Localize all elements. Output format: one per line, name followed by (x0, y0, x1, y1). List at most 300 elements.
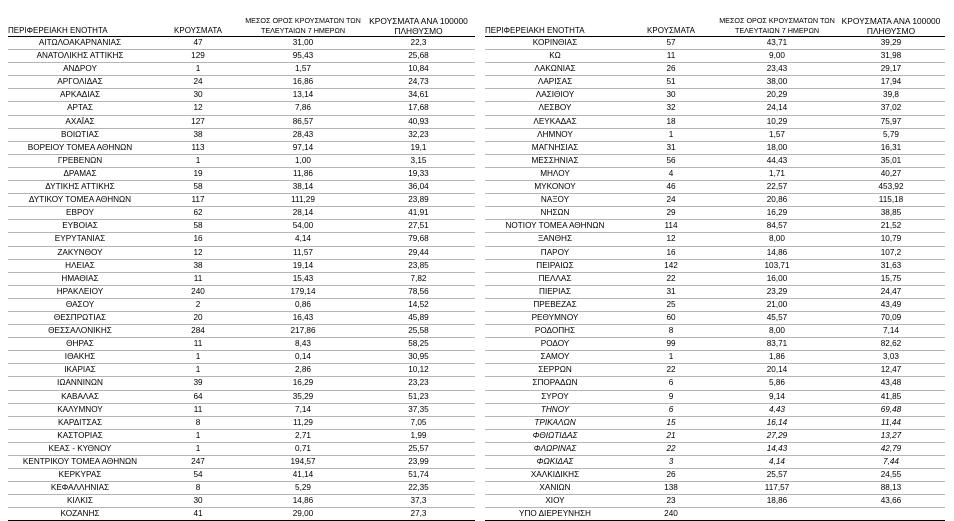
cell-per100k: 24,73 (408, 77, 429, 87)
cell-region: ΚΟΡΙΝΘΙΑΣ (532, 38, 578, 47)
cell-cases: 3 (668, 457, 674, 466)
cell-per100k: 14,52 (408, 299, 429, 309)
cell-avg7: 7,86 (295, 103, 311, 113)
cell-cases: 9 (668, 391, 674, 401)
cell-per100k: 35,01 (880, 155, 902, 165)
left-table-body (8, 37, 475, 521)
cell-cases: 24 (666, 195, 676, 205)
cell-per100k: 16,31 (880, 142, 902, 152)
cell-per100k: 41,91 (408, 208, 429, 218)
cell-region: ΠΡΕΒΕΖΑΣ (533, 299, 577, 309)
cell-per100k: 29,44 (408, 247, 429, 257)
cell-per100k: 7,14 (883, 326, 899, 336)
cell-per100k: 22,3 (410, 38, 427, 47)
cell-region: ΠΑΡΟΥ (540, 247, 570, 257)
cell-per100k: 30,95 (408, 352, 429, 362)
cell-region: ΧΙΟΥ (545, 496, 565, 506)
cell-avg7: 7,14 (295, 404, 311, 414)
cell-cases: 41 (193, 509, 203, 519)
cell-per100k: 15,75 (880, 273, 902, 283)
cell-avg7: 15,43 (292, 273, 314, 283)
cell-avg7: 95,43 (292, 51, 314, 61)
cell-avg7: 8,00 (769, 326, 785, 336)
cell-region: ΕΥΡΥΤΑΝΙΑΣ (54, 234, 106, 244)
left-header-row (8, 10, 475, 37)
cell-cases: 39 (193, 378, 203, 388)
left-table-section (8, 10, 475, 521)
table-row (485, 63, 945, 76)
header-per100k: ΚΡΟΥΣΜΑΤΑ ΑΝΑ 100000 ΠΛΗΘΥΣΜΟ (841, 16, 941, 36)
table-row (8, 220, 475, 233)
table-row (8, 364, 475, 377)
cell-cases: 47 (193, 38, 203, 47)
cell-region: ΚΕΝΤΡΙΚΟΥ ΤΟΜΕΑ ΑΘΗΝΩΝ (22, 457, 138, 466)
cell-avg7: 1,71 (769, 168, 785, 178)
table-row (8, 390, 475, 403)
cell-avg7: 117,57 (764, 483, 790, 493)
cell-region: ΙΘΑΚΗΣ (64, 352, 96, 362)
cell-cases: 8 (195, 483, 201, 493)
cell-cases: 16 (666, 247, 676, 257)
table-row (485, 351, 945, 364)
cell-region: ΗΛΕΙΑΣ (65, 260, 95, 270)
table-row (485, 285, 945, 298)
cell-per100k: 25,58 (408, 326, 429, 336)
cell-per100k: 45,89 (408, 312, 429, 322)
cell-region: ΦΩΚΙΔΑΣ (536, 457, 574, 466)
cell-avg7: 4,43 (769, 404, 785, 414)
cell-per100k (837, 508, 945, 521)
cell-avg7: 11,29 (293, 417, 313, 427)
cell-cases: 1 (195, 155, 201, 165)
table-row (485, 181, 945, 194)
cell-cases: 22 (666, 273, 676, 283)
cell-region: ΘΕΣΠΡΩΤΙΑΣ (53, 312, 107, 322)
cell-avg7 (717, 508, 837, 521)
table-row (8, 456, 475, 469)
table-row (8, 207, 475, 220)
cell-region: ΔΥΤΙΚΟΥ ΤΟΜΕΑ ΑΘΗΝΩΝ (28, 195, 132, 205)
cell-cases: 21 (666, 430, 676, 440)
header-avg7: ΜΕΣΟΣ ΟΡΟΣ ΚΡΟΥΣΜΑΤΩΝ ΤΩΝ ΤΕΛΕΥΤΑΙΩΝ 7 ΗΜΕΡΩΝ (719, 16, 835, 35)
cell-region: ΝΟΤΙΟΥ ΤΟΜΕΑ ΑΘΗΝΩΝ (505, 221, 605, 231)
cell-per100k: 27,51 (408, 221, 429, 231)
cell-cases: 22 (666, 443, 676, 453)
cell-per100k: 27,3 (410, 509, 427, 519)
cell-region: ΔΡΑΜΑΣ (63, 168, 97, 178)
table-row (485, 311, 945, 324)
cell-region: ΖΑΚΥΝΘΟΥ (57, 247, 103, 257)
cell-cases: 99 (666, 339, 676, 349)
cell-cases: 62 (193, 208, 203, 218)
cell-region: ΑΡΓΟΛΙΔΑΣ (57, 77, 103, 87)
cell-cases: 30 (193, 90, 203, 100)
cell-per100k: 40,93 (408, 116, 429, 126)
cell-cases: 240 (191, 286, 205, 296)
cell-avg7: 9,14 (769, 391, 785, 401)
cell-avg7: 18,00 (766, 142, 788, 152)
cell-cases: 30 (193, 496, 203, 506)
cell-avg7: 18,86 (766, 496, 788, 506)
table-row (8, 102, 475, 115)
cell-region: ΚΑΛΥΜΝΟΥ (57, 404, 103, 414)
cell-region: ΛΑΡΙΣΑΣ (537, 77, 573, 87)
table-row (8, 508, 475, 521)
table-row (485, 128, 945, 141)
cell-avg7: 13,14 (292, 90, 314, 100)
table-row (485, 442, 945, 455)
table-row (8, 128, 475, 141)
cell-cases: 12 (193, 247, 203, 257)
cell-region: ΜΕΣΣΗΝΙΑΣ (531, 155, 579, 165)
cell-per100k: 25,57 (408, 443, 429, 453)
cell-avg7: 27,29 (766, 430, 788, 440)
cell-per100k: 23,89 (408, 195, 429, 205)
table-row (485, 89, 945, 102)
cell-region: ΙΩΑΝΝΙΝΩΝ (57, 378, 103, 388)
cell-avg7: 45,57 (766, 312, 788, 322)
cell-per100k: 10,84 (408, 64, 429, 74)
table-row (485, 167, 945, 180)
cell-region: ΛΕΥΚΑΔΑΣ (533, 116, 577, 126)
cell-avg7: 38,00 (766, 77, 788, 87)
cell-per100k: 7,05 (410, 417, 427, 427)
cell-cases: 2 (195, 299, 201, 309)
cell-region: ΚΙΛΚΙΣ (66, 496, 93, 506)
cell-per100k: 70,09 (880, 312, 902, 322)
cell-region: ΠΕΙΡΑΙΩΣ (536, 260, 574, 270)
cell-per100k: 3,03 (883, 352, 899, 362)
cell-per100k: 107,2 (880, 247, 902, 257)
cell-region: ΑΝΑΤΟΛΙΚΗΣ ΑΤΤΙΚΗΣ (36, 51, 124, 61)
cell-avg7: 16,14 (766, 417, 788, 427)
table-row (8, 482, 475, 495)
cell-avg7: 43,71 (766, 38, 788, 47)
cell-per100k: 51,23 (408, 391, 429, 401)
cell-avg7: 16,29 (292, 378, 314, 388)
cell-avg7: 23,29 (766, 286, 788, 296)
table-row (485, 298, 945, 311)
cell-cases: 51 (666, 77, 676, 87)
cell-per100k: 453,92 (878, 182, 904, 192)
cell-cases: 38 (193, 129, 203, 139)
cell-cases: 1 (195, 365, 201, 375)
cell-cases: 113 (191, 142, 205, 152)
cell-per100k: 10,12 (408, 365, 429, 375)
cell-per100k: 13,27 (880, 430, 902, 440)
cell-region: ΚΕΡΚΥΡΑΣ (58, 470, 102, 480)
cell-per100k: 25,68 (408, 51, 429, 61)
cell-avg7: 29,00 (292, 509, 314, 519)
cell-per100k: 39,29 (880, 38, 902, 47)
cell-cases: 1 (195, 352, 201, 362)
cell-cases: 12 (666, 234, 676, 244)
cell-avg7: 0,71 (295, 443, 311, 453)
table-row (8, 403, 475, 416)
cell-avg7: 22,57 (766, 182, 788, 192)
cell-per100k: 5,79 (883, 129, 899, 139)
cell-cases: 19 (193, 168, 203, 178)
table-row (485, 482, 945, 495)
cell-avg7: 1,57 (295, 64, 311, 74)
cell-per100k: 37,3 (410, 496, 427, 506)
cell-cases: 24 (193, 77, 203, 87)
cell-cases: 142 (664, 260, 678, 270)
cell-region: ΚΟΖΑΝΗΣ (60, 509, 100, 519)
cell-per100k: 115,18 (878, 195, 904, 205)
table-row (485, 338, 945, 351)
cell-cases: 117 (191, 195, 205, 205)
table-row (8, 154, 475, 167)
cell-avg7: 86,57 (292, 116, 314, 126)
cell-cases: 64 (193, 391, 203, 401)
cell-cases: 29 (666, 208, 676, 218)
cell-per100k: 17,94 (880, 77, 902, 87)
cell-cases: 16 (193, 234, 203, 244)
cell-avg7: 83,71 (766, 339, 788, 349)
right-table-section (485, 10, 945, 521)
cell-per100k: 51,74 (408, 470, 429, 480)
cell-per100k: 58,25 (408, 339, 429, 349)
cell-region: ΒΟΙΩΤΙΑΣ (60, 129, 100, 139)
table-row (485, 50, 945, 63)
cell-cases: 1 (668, 129, 674, 139)
table-row (8, 246, 475, 259)
cell-cases: 57 (666, 38, 676, 47)
table-row (8, 272, 475, 285)
cell-avg7: 23,43 (766, 64, 788, 74)
cell-region: ΚΑΒΑΛΑΣ (61, 391, 99, 401)
cell-per100k: 36,04 (408, 182, 429, 192)
cell-cases: 138 (664, 483, 678, 493)
cell-per100k: 24,47 (880, 286, 902, 296)
cell-per100k: 7,82 (410, 273, 427, 283)
cell-region: ΚΕΦΑΛΛΗΝΙΑΣ (50, 483, 110, 493)
table-row (8, 37, 475, 50)
cell-region: ΜΥΚΟΝΟΥ (534, 182, 576, 192)
cell-avg7: 10,29 (766, 116, 788, 126)
cell-avg7: 97,14 (292, 142, 314, 152)
cell-per100k: 82,62 (880, 339, 902, 349)
cell-region: ΥΠΟ ΔΙΕΡΕΥΝΗΣΗ (519, 509, 591, 519)
cell-region: ΠΕΛΛΑΣ (538, 273, 572, 283)
cell-cases: 56 (666, 155, 676, 165)
table-row (485, 416, 945, 429)
cell-avg7: 1,57 (769, 129, 785, 139)
cell-per100k: 23,23 (408, 378, 429, 388)
cell-per100k: 43,48 (880, 378, 902, 388)
cell-cases: 4 (668, 168, 674, 178)
cell-cases: 32 (666, 103, 676, 113)
cell-avg7: 20,86 (766, 195, 788, 205)
cell-cases: 6 (668, 404, 674, 414)
cell-avg7: 84,57 (766, 221, 788, 231)
cell-region: ΔΥΤΙΚΗΣ ΑΤΤΙΚΗΣ (45, 182, 115, 192)
cell-per100k: 23,99 (408, 457, 429, 466)
cell-avg7: 24,14 (766, 103, 788, 113)
cell-cases: 284 (191, 326, 205, 336)
cell-cases: 60 (666, 312, 676, 322)
cell-region: ΓΡΕΒΕΝΩΝ (57, 155, 103, 165)
cell-per100k: 32,23 (408, 129, 429, 139)
table-row (485, 508, 945, 521)
cell-region: ΗΡΑΚΛΕΙΟΥ (56, 286, 104, 296)
table-row (8, 469, 475, 482)
cell-avg7: 31,00 (292, 38, 314, 47)
table-row (8, 416, 475, 429)
cell-avg7: 5,29 (295, 483, 311, 493)
cell-avg7: 16,29 (766, 208, 788, 218)
cell-avg7: 19,14 (292, 260, 314, 270)
table-row (485, 429, 945, 442)
table-row (485, 377, 945, 390)
cell-cases: 54 (193, 470, 203, 480)
right-header-row (485, 10, 945, 37)
cell-cases: 58 (193, 221, 203, 231)
table-row (485, 469, 945, 482)
cell-region: ΑΡΤΑΣ (67, 103, 93, 113)
cell-region: ΛΑΣΙΘΙΟΥ (535, 90, 575, 100)
table-row (8, 194, 475, 207)
cell-region: ΜΗΛΟΥ (540, 168, 570, 178)
cell-cases: 8 (195, 417, 201, 427)
table-row (8, 233, 475, 246)
table-row (485, 272, 945, 285)
table-row (8, 259, 475, 272)
cell-avg7: 16,43 (292, 312, 314, 322)
cell-per100k: 10,79 (880, 234, 902, 244)
cell-per100k: 43,66 (880, 496, 902, 506)
cell-cases: 22 (666, 365, 676, 375)
cell-per100k: 19,33 (408, 168, 429, 178)
cell-cases: 38 (193, 260, 203, 270)
cell-avg7: 44,43 (766, 155, 788, 165)
cell-cases: 129 (191, 51, 205, 61)
table-row (485, 233, 945, 246)
cell-cases: 31 (666, 142, 676, 152)
cell-per100k: 11,44 (881, 417, 901, 427)
table-row (8, 181, 475, 194)
cell-region: ΡΟΔΟΠΗΣ (534, 326, 576, 336)
cell-avg7: 9,00 (769, 51, 785, 61)
cell-cases: 18 (666, 116, 676, 126)
cell-cases: 8 (668, 326, 674, 336)
cell-avg7: 2,71 (295, 430, 311, 440)
right-cases-table (485, 10, 945, 521)
table-row (8, 89, 475, 102)
cell-per100k: 75,97 (880, 116, 902, 126)
cell-region: ΣΠΟΡΑΔΩΝ (532, 378, 578, 388)
table-row (485, 141, 945, 154)
cell-avg7: 54,00 (292, 221, 314, 231)
cell-per100k: 37,02 (880, 103, 902, 113)
table-row (8, 325, 475, 338)
cell-avg7: 28,43 (292, 129, 314, 139)
cell-avg7: 194,57 (290, 457, 316, 466)
cell-avg7: 1,86 (769, 352, 785, 362)
table-row (8, 285, 475, 298)
cell-region: ΣΕΡΡΩΝ (538, 365, 572, 375)
cell-per100k: 37,35 (408, 404, 429, 414)
table-row (485, 76, 945, 89)
cell-avg7: 0,86 (295, 299, 311, 309)
cell-per100k: 79,68 (408, 234, 429, 244)
table-row (485, 154, 945, 167)
table-row (485, 364, 945, 377)
header-region: ΠΕΡΙΦΕΡΕΙΑΚΗ ΕΝΟΤΗΤΑ (485, 26, 585, 35)
cell-per100k: 7,44 (883, 457, 899, 466)
table-row (485, 259, 945, 272)
cell-region: ΚΑΡΔΙΤΣΑΣ (57, 417, 103, 427)
cell-avg7: 217,86 (290, 326, 316, 336)
cell-region: ΡΕΘΥΜΝΟΥ (531, 312, 579, 322)
cell-avg7: 5,86 (769, 378, 785, 388)
cell-cases: 1 (668, 352, 674, 362)
cell-avg7: 20,29 (766, 90, 788, 100)
cell-per100k: 69,48 (880, 404, 902, 414)
cell-region: ΘΑΣΟΥ (65, 299, 95, 309)
cell-per100k: 38,85 (880, 208, 902, 218)
cell-avg7: 103,71 (764, 260, 790, 270)
table-row (485, 325, 945, 338)
cell-per100k: 34,61 (408, 90, 429, 100)
cell-region: ΑΝΔΡΟΥ (63, 64, 97, 74)
cell-avg7: 35,29 (292, 391, 314, 401)
cell-cases: 12 (193, 103, 203, 113)
cell-per100k: 23,85 (408, 260, 429, 270)
table-row (485, 390, 945, 403)
table-row (8, 298, 475, 311)
table-row (8, 442, 475, 455)
table-row (485, 220, 945, 233)
cell-cases: 15 (666, 417, 676, 427)
cell-per100k: 39,8 (883, 90, 899, 100)
cell-per100k: 40,27 (880, 168, 902, 178)
cell-avg7: 11,57 (293, 247, 313, 257)
cell-region: ΣΥΡΟΥ (541, 391, 569, 401)
header-avg7: ΜΕΣΟΣ ΟΡΟΣ ΚΡΟΥΣΜΑΤΩΝ ΤΩΝ ΤΕΛΕΥΤΑΙΩΝ 7 ΗΜΕΡΩΝ (245, 16, 361, 35)
cell-avg7: 38,14 (292, 182, 314, 192)
cell-cases: 20 (193, 312, 203, 322)
cell-per100k: 1,99 (410, 430, 427, 440)
cell-region: ΧΑΛΚΙΔΙΚΗΣ (530, 470, 580, 480)
cell-per100k: 19,1 (410, 142, 427, 152)
table-row (485, 456, 945, 469)
header-region: ΠΕΡΙΦΕΡΕΙΑΚΗ ΕΝΟΤΗΤΑ (8, 26, 108, 35)
cell-per100k: 43,49 (880, 299, 902, 309)
cell-region: ΑΡΚΑΔΙΑΣ (59, 90, 101, 100)
cell-region: ΚΕΑΣ - ΚΥΘΝΟΥ (48, 443, 112, 453)
cell-avg7: 1,00 (295, 155, 311, 165)
cell-avg7: 2,86 (295, 365, 311, 375)
cell-region: ΛΕΣΒΟΥ (538, 103, 572, 113)
table-row (8, 351, 475, 364)
cell-avg7: 25,57 (766, 470, 788, 480)
cell-per100k: 24,55 (880, 470, 902, 480)
table-row (8, 377, 475, 390)
cell-per100k: 88,13 (880, 483, 902, 493)
table-row (485, 403, 945, 416)
cell-region: ΕΒΡΟΥ (66, 208, 94, 218)
cell-per100k: 21,52 (880, 221, 902, 231)
table-row (8, 76, 475, 89)
cell-per100k: 17,68 (408, 103, 429, 113)
cell-region: ΤΡΙΚΑΛΩΝ (534, 417, 576, 427)
cell-region: ΞΑΝΘΗΣ (537, 234, 573, 244)
cell-cases: 46 (666, 182, 676, 192)
cell-cases: 30 (666, 90, 676, 100)
header-cases: ΚΡΟΥΣΜΑΤΑ (647, 26, 695, 35)
